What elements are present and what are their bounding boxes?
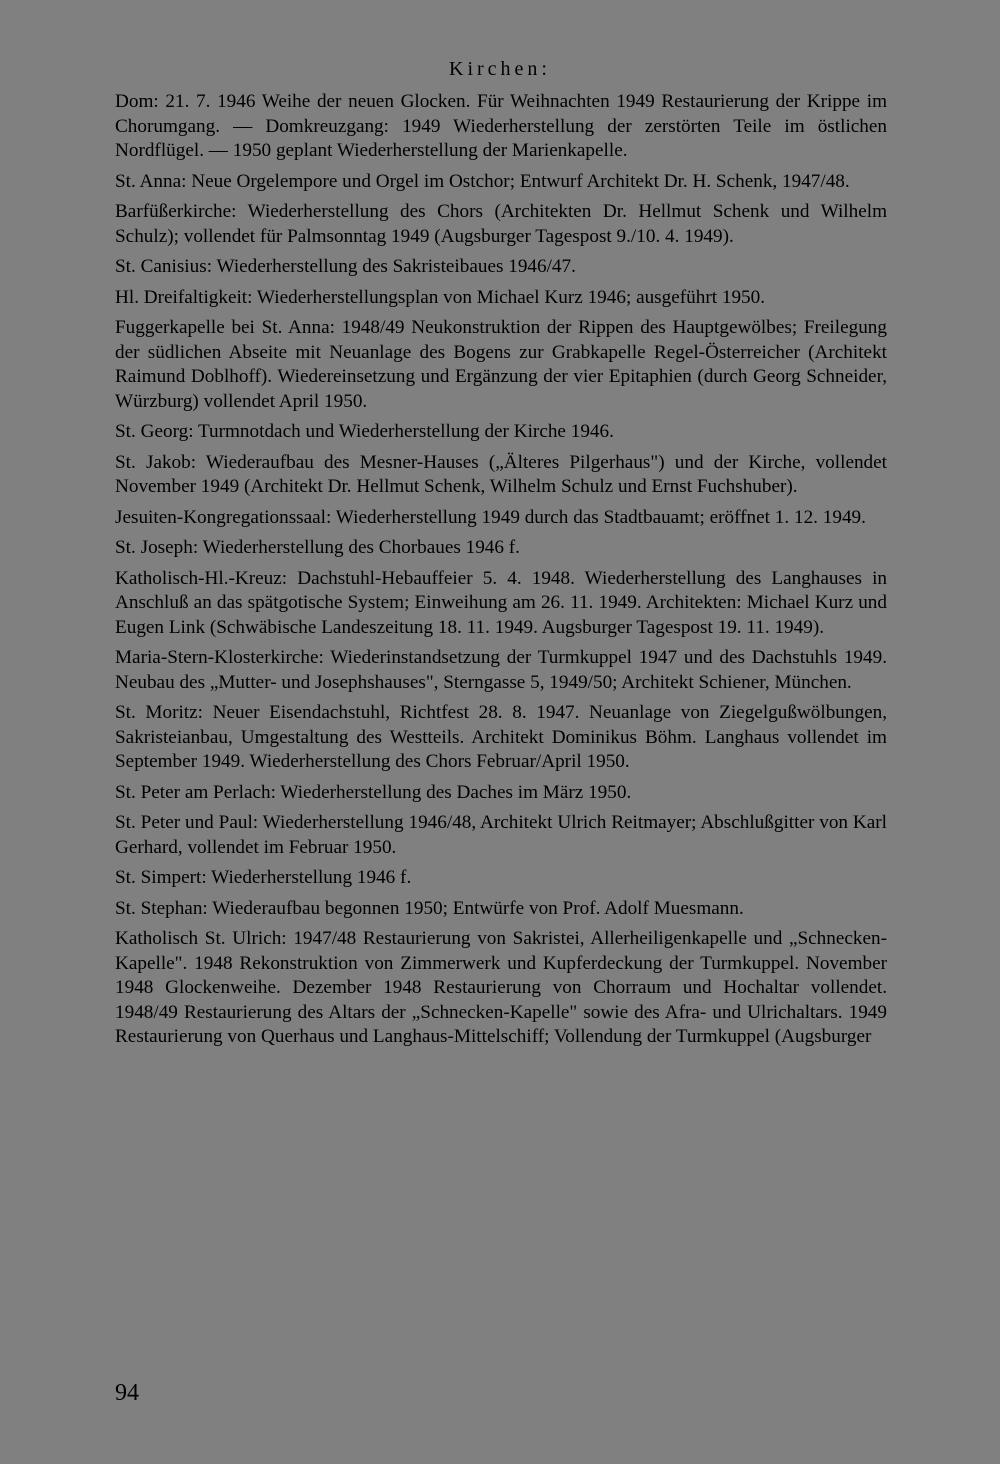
entry-text: 1948/49 Neukonstruktion der Rippen des Hauptgewölbes; Freilegung der südlichen Abseite mit Neuanlage des Bogens zur Grabkapelle Regel-Österreicher (Architekt Raimund Doblhoff). Wiedereinsetzung und Ergänzung der vier Epitaphien (durch Georg Schneider, Würzburg) vollendet April 1950. [115,317,887,412]
entry-text: Wiederherstellung des Sakristeibaues 1946/47. [212,256,576,277]
entry-text: Wiederherstellungsplan von Michael Kurz 1946; ausgeführt 1950. [252,286,766,308]
church-entry [115,255,887,280]
church-entry [115,866,887,891]
church-entry [115,420,887,445]
church-name: Jesuiten-Kongregationssaal: [115,506,332,528]
church-entry [115,90,887,164]
church-entry [115,170,887,195]
church-name: St. Jakob: [115,451,197,473]
entry-text: Wiederherstellung des Chorbaues 1946 f. [198,537,520,558]
entry-text: Wiederherstellung des Daches im März 1950. [275,781,632,803]
entry-text: 1947/48 Restaurierung von Sakristei, Allerheiligenkapelle und „Schnecken-Kapelle". 1948 Rekonstruktion von Zimmerwerk und Kupferdeckung der Turmkuppel. November 1948 Glockenweihe. Dezember 1948 Restaurierung von Chorraum und Hochaltar vollendet. 1948/49 Restaurierung des Altars der „Schnecken-Kapelle" sowie des Afra- und Ulrichaltars. 1949 Restaurierung von Querhaus und Langhaus-Mittelschiff; Vollendung der Turmkuppel (Augsburger [115,928,887,1047]
church-name: St. Moritz: [115,702,203,723]
entry-text: Dachstuhl-Hebauffeier 5. 4. 1948. Wiederherstellung des Langhauses in Anschluß an das spätgotische System; Einweihung am 26. 11. 1949. Architekten: Michael Kurz und Eugen Link (Schwäbische Landeszeitung 18. 11. 1949. Augsburger Tagespost 19. 11. 1949). [115,567,887,638]
entry-text: 21. 7. 1946 Weihe der neuen Glocken. Für Weihnachten 1949 Restaurierung der Krippe im Chorumgang. — Domkreuzgang: 1949 Wiederherstellung der zerstörten Teile im östlichen Nordflügel. — 1950 geplant Wiederherstellung der Marienkapelle. [115,91,887,161]
church-entry [115,506,887,531]
entry-text: Wiederherstellung 1946/48, Architekt Ulrich Reitmayer; Abschlußgitter von Karl Gerhard, vollendet im Februar 1950. [115,812,887,858]
church-entry [115,200,887,249]
church-name: St. Joseph: [115,537,199,558]
church-entry [115,646,887,695]
entry-text: Wiederaufbau des Mesner-Hauses („Älteres Pilgerhaus") und der Kirche, vollendet November 1949 (Architekt Dr. Hellmut Schenk, Wilhelm Schulz und Ernst Fuchshuber). [115,451,887,497]
church-name: St. Simpert: [115,867,207,888]
entry-list [115,90,887,1056]
entry-text: Neuer Eisendachstuhl, Richtfest 28. 8. 1947. Neuanlage von Ziegelgußwölbungen, Sakristeianbau, Umgestaltung des Westteils. Architekt Dominikus Böhm. Langhaus vollendet im September 1949. Wiederherstellung des Chors Februar/April 1950. [115,702,887,772]
church-name: St. Anna: [115,170,187,192]
church-entry [115,316,887,414]
church-name: St. Stephan: [115,897,208,919]
entry-text: Neue Orgelempore und Orgel im Ostchor; Entwurf Architekt Dr. H. Schenk, 1947/48. [186,170,850,192]
church-entry [115,451,887,500]
church-entry [115,701,887,775]
church-name: Dom: [115,91,159,112]
church-entry [115,536,887,561]
church-name: Maria-Stern-Klosterkirche: [115,647,324,668]
entry-text: Wiederinstandsetzung der Turmkuppel 1947 und des Dachstuhls 1949. Neubau des „Mutter- und Josephshauses", Sterngasse 5, 1949/50; Architekt Schiener, München. [115,647,887,693]
entry-text: Wiederherstellung 1946 f. [206,867,412,888]
church-name: Barfüßerkirche: [115,201,237,222]
church-entry [115,567,887,641]
entry-text: Wiederherstellung 1949 durch das Stadtbauamt; eröffnet 1. 12. 1949. [331,506,866,528]
church-name: Fuggerkapelle bei St. Anna: [115,317,335,338]
church-name: St. Peter und Paul: [115,812,259,833]
church-entry [115,781,887,806]
entry-text: Turmnotdach und Wiederherstellung der Kirche 1946. [193,421,614,442]
church-name: Katholisch-Hl.-Kreuz: [115,567,288,589]
church-name: St. Georg: [115,421,194,442]
church-name: St. Peter am Perlach: [115,781,276,803]
entry-text: Wiederaufbau begonnen 1950; Entwürfe von Prof. Adolf Muesmann. [207,897,744,919]
church-name: Katholisch St. Ulrich: [115,928,287,949]
church-name: Hl. Dreifaltigkeit: [115,286,253,308]
church-entry [115,927,887,1050]
section-heading: Kirchen: [449,58,551,80]
church-entry [115,286,887,311]
church-entry [115,811,887,860]
church-name: St. Canisius: [115,256,213,277]
church-entry [115,897,887,922]
entry-text: Wiederherstellung des Chors (Architekten Dr. Hellmut Schenk und Wilhelm Schulz); vollendet für Palmsonntag 1949 (Augsburger Tagespost 9./10. 4. 1949). [115,201,887,247]
page-number: 94 [115,1380,139,1406]
